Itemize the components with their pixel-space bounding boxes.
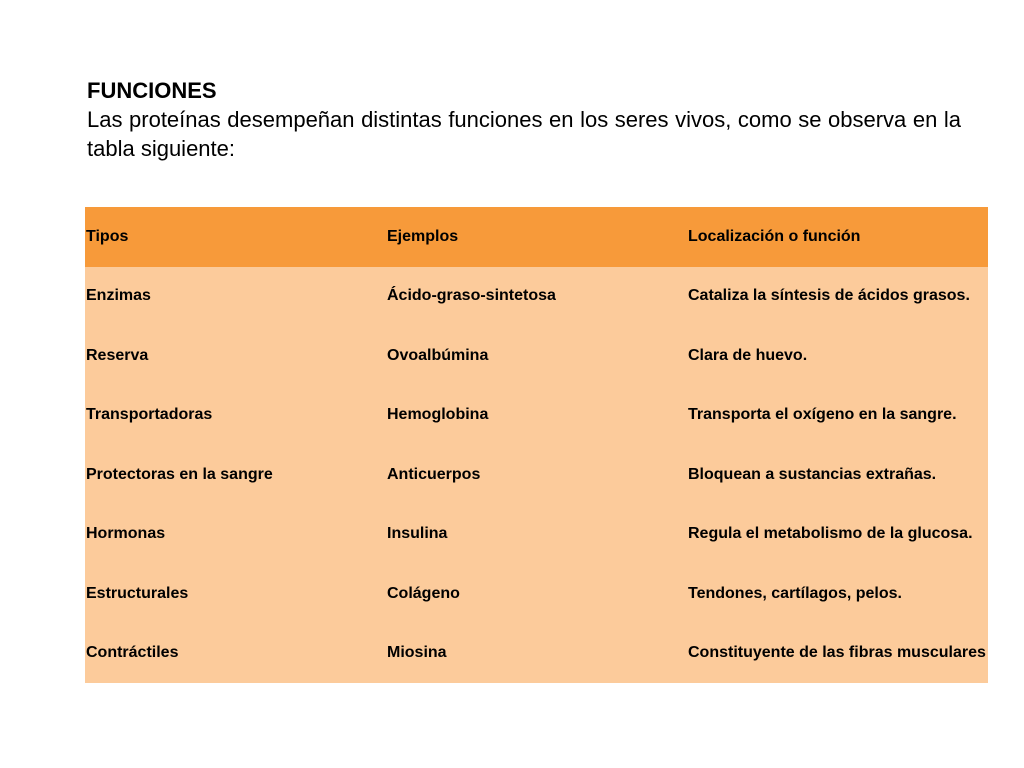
cell-funcion: Clara de huevo. <box>688 346 808 364</box>
table-row <box>85 624 988 684</box>
cell-tipo: Protectoras en la sangre <box>86 465 273 483</box>
cell-ejemplo: Ácido-graso-sintetosa <box>387 287 556 305</box>
cell-funcion: Constituyente de las fibras musculares <box>688 644 986 662</box>
cell-funcion: Regula el metabolismo de la glucosa. <box>688 525 973 543</box>
table-row <box>85 326 988 386</box>
table-row <box>85 505 988 565</box>
cell-tipo: Enzimas <box>86 287 151 305</box>
cell-funcion: Cataliza la síntesis de ácidos grasos. <box>688 287 970 305</box>
intro-paragraph: Las proteínas desempeñan distintas funciones en los seres vivos, como se observa en la tabla siguiente: <box>87 107 961 161</box>
table-row <box>85 267 988 327</box>
header-tipos: Tipos <box>86 227 129 245</box>
cell-funcion: Tendones, cartílagos, pelos. <box>688 584 902 602</box>
cell-ejemplo: Anticuerpos <box>387 465 481 483</box>
cell-ejemplo: Ovoalbúmina <box>387 346 489 364</box>
intro-section <box>87 76 961 163</box>
cell-ejemplo: Miosina <box>387 644 447 662</box>
cell-tipo: Hormonas <box>86 525 166 543</box>
cell-tipo: Reserva <box>86 346 149 364</box>
cell-ejemplo: Insulina <box>387 525 448 543</box>
protein-functions-table-wrapper <box>85 207 988 683</box>
cell-ejemplo: Hemoglobina <box>387 406 489 424</box>
cell-tipo: Contráctiles <box>86 644 179 662</box>
cell-funcion: Bloquean a sustancias extrañas. <box>688 465 937 483</box>
cell-funcion: Transporta el oxígeno en la sangre. <box>688 406 957 424</box>
table-row <box>85 445 988 505</box>
table-row <box>85 386 988 446</box>
header-localizacion: Localización o función <box>688 227 861 245</box>
cell-tipo: Estructurales <box>86 584 189 602</box>
protein-functions-table <box>85 207 988 683</box>
section-title: FUNCIONES <box>87 78 217 103</box>
header-ejemplos: Ejemplos <box>387 227 459 245</box>
table-header-row <box>85 207 988 267</box>
cell-ejemplo: Colágeno <box>387 584 460 602</box>
cell-tipo: Transportadoras <box>86 406 213 424</box>
table-row <box>85 564 988 624</box>
